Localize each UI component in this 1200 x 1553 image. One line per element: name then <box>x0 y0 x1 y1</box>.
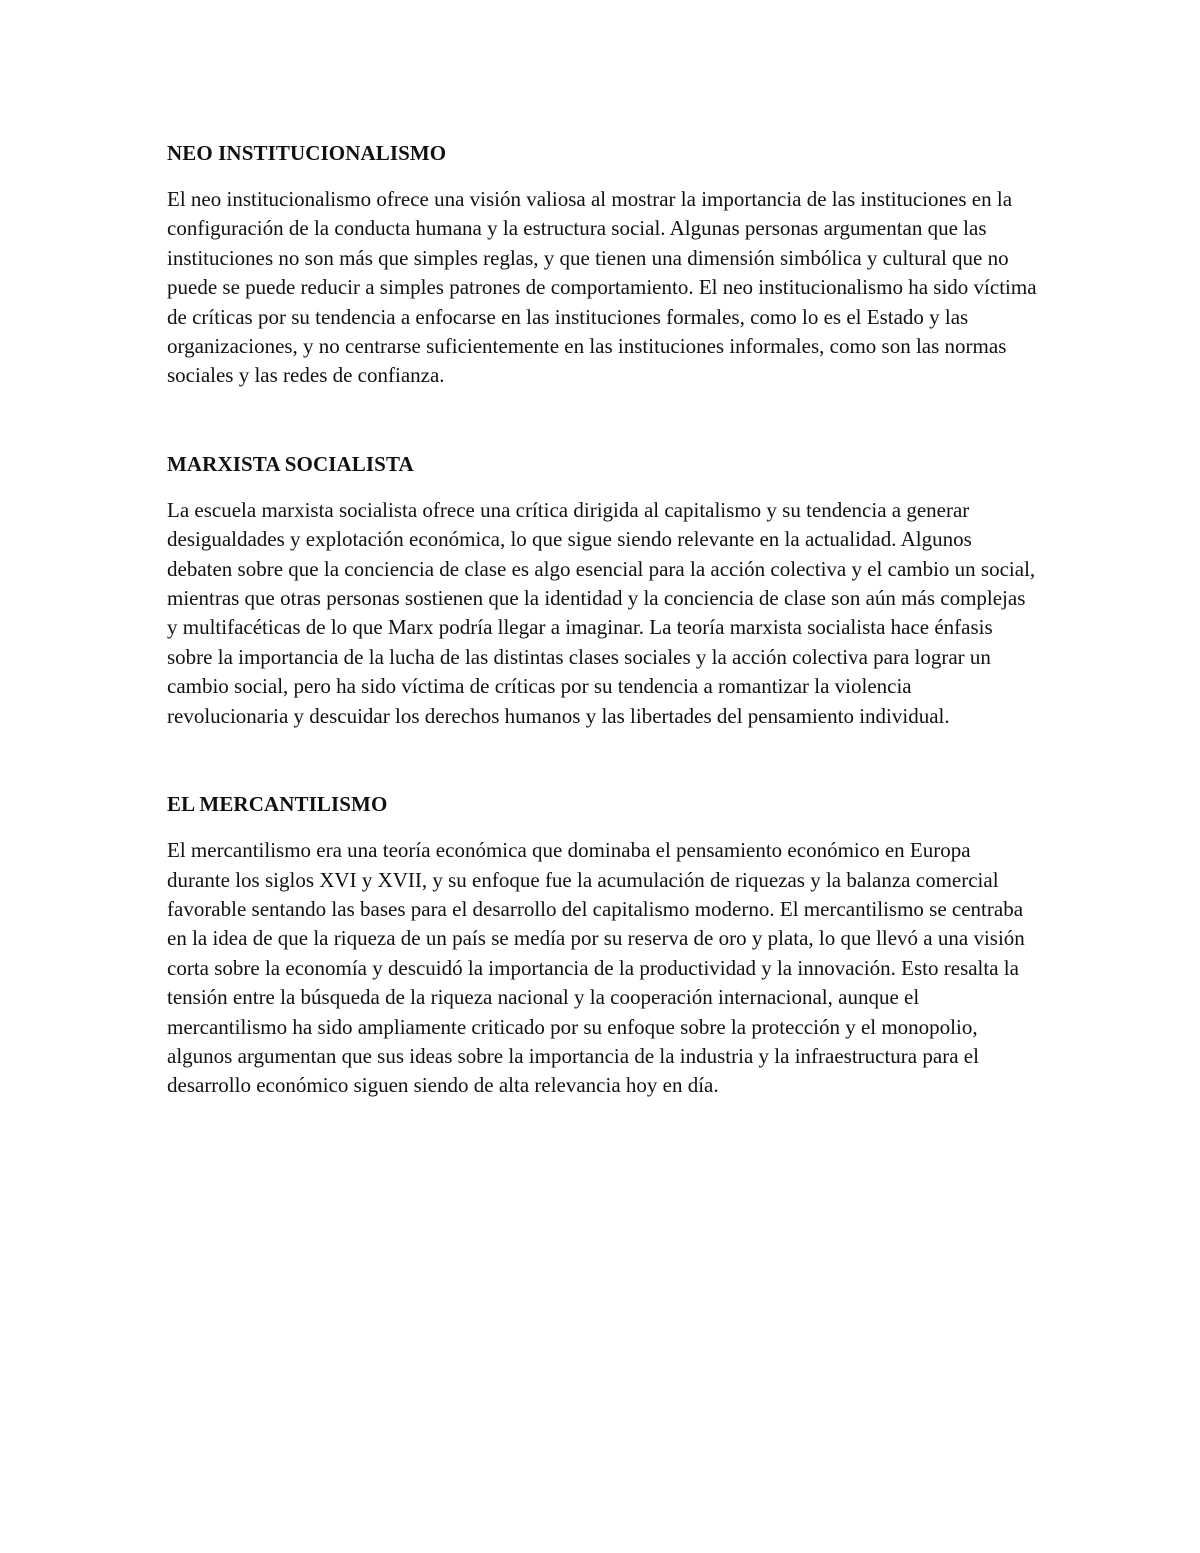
section-neo-institucionalismo <box>167 138 1037 391</box>
section-mercantilismo <box>167 789 1037 1101</box>
document-body <box>167 138 1037 1101</box>
section-marxista-socialista <box>167 449 1037 731</box>
section-heading: EL MERCANTILISMO <box>167 792 388 817</box>
section-heading: NEO INSTITUCIONALISMO <box>167 141 447 165</box>
section-heading: MARXISTA SOCIALISTA <box>167 451 414 476</box>
section-paragraph: El mercantilismo era una teoría económica que dominaba el pensamiento económico en Europa durante los siglos XVI y XVII, y su enfoque fue la acumulación de riquezas y la balanza comercial favorable sentando las bases para el desarrollo del capitalismo moderno. El mercantilismo se centraba en la idea de que la riqueza de un país se medía por su reserva de oro y plata, lo que llevó a una visión corta sobre la economía y descuidó la importancia de la productividad y la innovación. Esto resalta la tensión entre la búsqueda de la riqueza nacional y la cooperación internacional, aunque el mercantilismo ha sido ampliamente criticado por su enfoque sobre la protección y el monopolio, algunos argumentan que sus ideas sobre la importancia de la industria y la infraestructura para el desarrollo económico siguen siendo de alta relevancia hoy en día. <box>167 838 1025 1098</box>
section-paragraph: La escuela marxista socialista ofrece una crítica dirigida al capitalismo y su tendencia a generar desigualdades y explotación económica, lo que sigue siendo relevante en la actualidad. Algunos debaten sobre que la conciencia de clase es algo esencial para la acción colectiva y el cambio un social, mientras que otras personas sostienen que la identidad y la conciencia de clase son aún más complejas y multifacéticas de lo que Marx podría llegar a imaginar. La teoría marxista socialista hace énfasis sobre la importancia de la lucha de las distintas clases sociales y la acción colectiva para lograr un cambio social, pero ha sido víctima de críticas por su tendencia a romantizar la violencia revolucionaria y descuidar los derechos humanos y las libertades del pensamiento individual. <box>167 497 1036 728</box>
section-paragraph: El neo institucionalismo ofrece una visión valiosa al mostrar la importancia de las instituciones en la configuración de la conducta humana y la estructura social. Algunas personas argumentan que las instituciones no son más que simples reglas, y que tienen una dimensión simbólica y cultural que no puede se puede reducir a simples patrones de comportamiento. El neo institucionalismo ha sido víctima de críticas por su tendencia a enfocarse en las instituciones formales, como lo es el Estado y las organizaciones, y no centrarse suficientemente en las instituciones informales, como son las normas sociales y las redes de confianza. <box>167 187 1037 388</box>
